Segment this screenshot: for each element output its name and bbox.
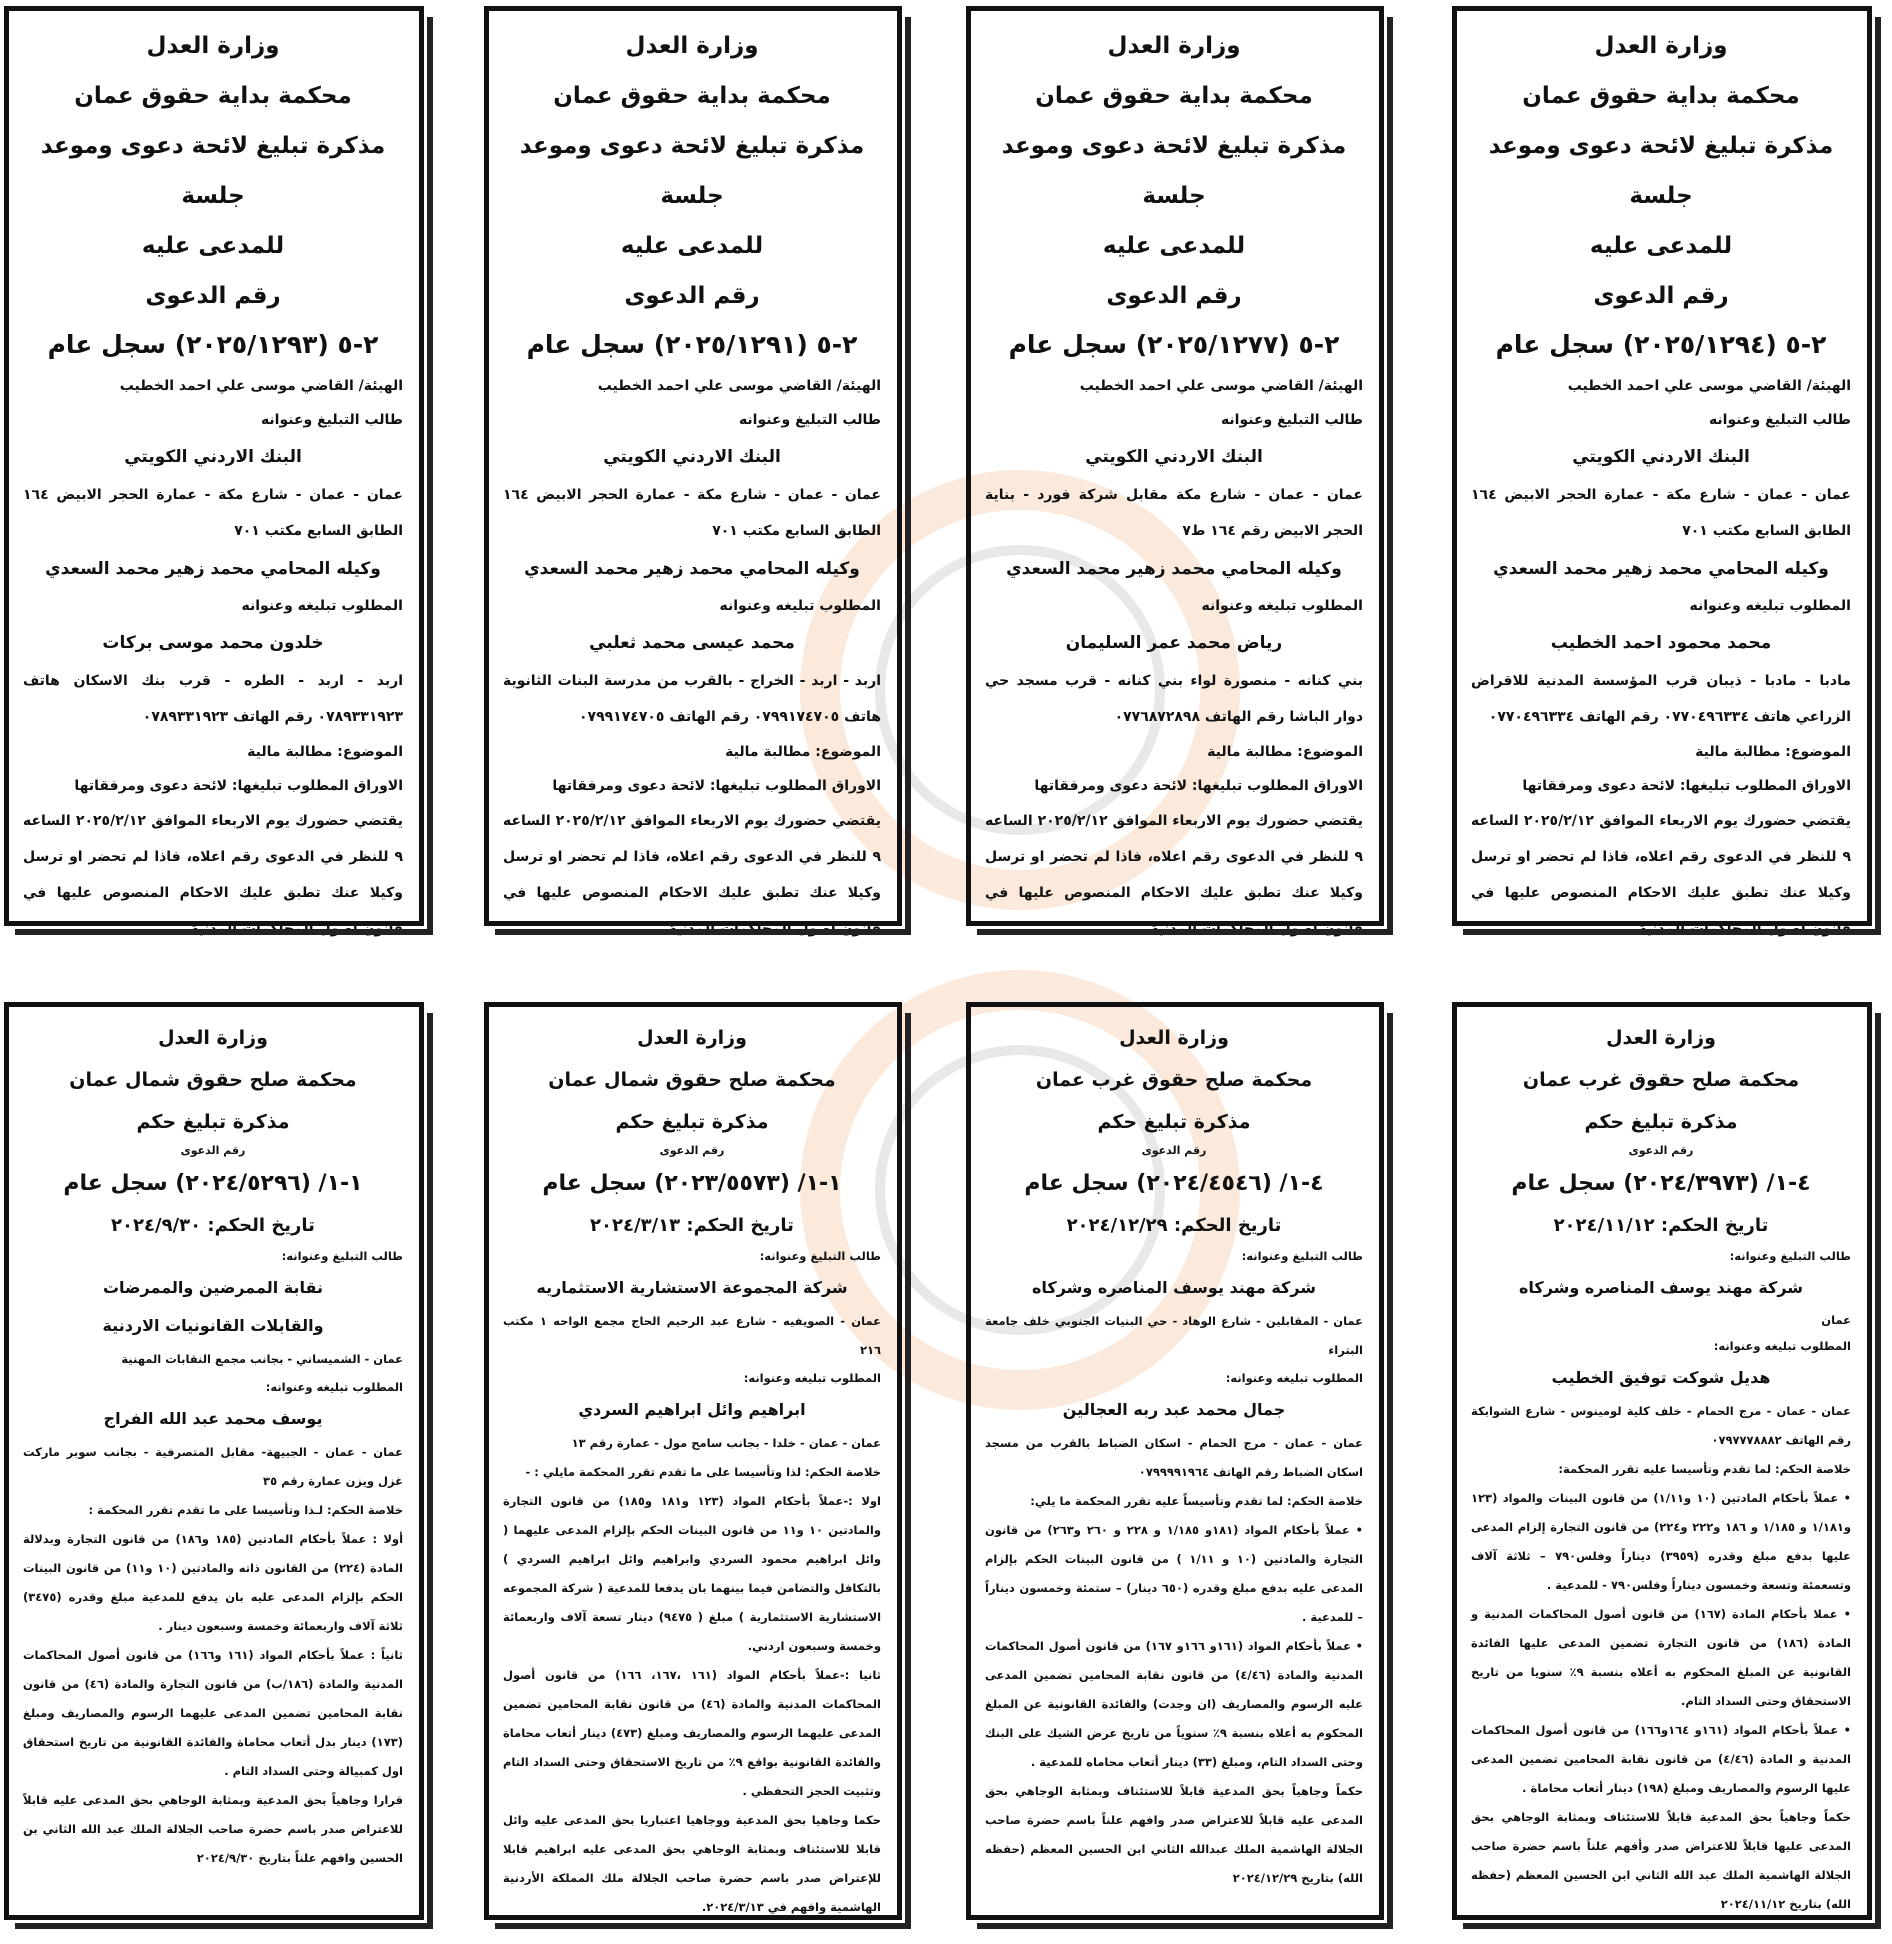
notice-paragraph: حكماً وجاهياً بحق المدعية قابلاً للاستئناف وبمثابة الوجاهي بحق المدعى عليه قابلاً للاعتراض صدر وافهم علناً باسم حضرة صاحب الجلالة الهاشمية الملك عبدالله الثاني ابن الحسين المعظم (حفظه الله) بتاريخ ٢٠٢٤/١٢/٢٩ xyxy=(985,1784,1363,1885)
notice-label: طالب التبليغ وعنوانه xyxy=(1708,412,1851,428)
party-name: وكيله المحامي محمد زهير محمد السعدي xyxy=(1493,559,1829,579)
notice-heading: محكمة صلح حقوق شمال عمان xyxy=(548,1069,836,1091)
notice-paragraph: يقتضي حضورك يوم الاربعاء الموافق ٢٠٢٥/٢/١٢ الساعه ٩ للنظر في الدعوى رقم اعلاه، فاذا لم تحضر او ترسل وكيلا عنك تطبق عليك الاحكام المنصوص عليها في قانون اصول المحاكمات المدنية. xyxy=(985,813,1363,937)
notice-label: طالب التبليغ وعنوانه xyxy=(738,412,881,428)
party-name: البنك الاردني الكويتي xyxy=(603,447,781,467)
notice-paragraph: عمان - عمان - شارع مكة مقابل شركة فورد - بناية الحجر الابيض رقم ١٦٤ ط٧ xyxy=(985,487,1363,539)
court-notice xyxy=(4,1002,424,1920)
party-name: وكيله المحامي محمد زهير محمد السعدي xyxy=(1006,559,1342,579)
notice-heading: وزارة العدل xyxy=(637,1027,747,1049)
notice-paragraph: ثانيا :-عملاً بأحكام المواد (١٦١ ،١٦٧، ١٦٦) من قانون أصول المحاكمات المدنية والمادة (٤٦) من قانون نقابة المحامين تضمين المدعى عليهما الرسوم والمصاريف ومبلغ (٤٧٣) دينار أتعاب محاماة والفائدة القانونية بواقع ٩٪ من تاريخ الاستحقاق وحتى السداد التام وتثبيت الحجز التحفظي . xyxy=(503,1668,881,1798)
notice-paragraph: • عملاً بأحكام المواد (١٦١و ١٦٦و ١٦٧) من قانون أصول المحاكمات المدنية والمادة (٤/٤٦) من قانون نقابة المحامين تضمين المدعى عليه الرسوم والمصاريف (ان وجدت) والفائدة القانونية عن المبلغ المحكوم به أعلاه بنسبة ٩٪ سنوياً من تاريخ عرض الشيك على البنك وحتى السداد التام، ومبلغ (٣٣) دينار أتعاب محاماه للمدعية . xyxy=(985,1639,1363,1769)
party-name: وكيله المحامي محمد زهير محمد السعدي xyxy=(45,559,381,579)
notice-label: عمان xyxy=(1821,1313,1851,1327)
notice-heading: للمدعى عليه xyxy=(620,233,764,259)
notice-heading: للمدعى عليه xyxy=(1589,233,1733,259)
notice-paragraph: عمان - عمان - شارع مكة - عمارة الحجر الابيض ١٦٤ الطابق السابع مكتب ٧٠١ xyxy=(1471,487,1851,539)
judgment-date: تاريخ الحكم: ٢٠٢٤/٣/١٣ xyxy=(590,1215,794,1236)
party-name: البنك الاردني الكويتي xyxy=(1572,447,1750,467)
court-notice xyxy=(484,1002,902,1920)
party-name: خلدون محمد موسى بركات xyxy=(102,633,324,653)
notice-heading: محكمة بداية حقوق عمان xyxy=(74,83,352,109)
case-number: ٤-١/ (٢٠٢٤/٤٥٤٦) سجل عام xyxy=(1024,1171,1324,1196)
notice-label: الاوراق المطلوب تبليغها: لائحة دعوى ومرفقاتها xyxy=(552,778,881,794)
notice-heading: مذكرة تبليغ حكم xyxy=(615,1111,769,1133)
party-name: شركة مهند يوسف المناصره وشركاه xyxy=(1031,1278,1317,1297)
case-number: ٢-٥ (٢٠٢٥/١٢٩١) سجل عام xyxy=(526,330,858,359)
notice-heading: رقم الدعوى xyxy=(1106,283,1242,309)
party-name: شركة مهند يوسف المناصره وشركاه xyxy=(1518,1278,1804,1297)
notice-paragraph: حكما وجاهيا بحق المدعية ووجاهيا اعتباريا بحق المدعى عليه وائل قابلا للاستئناف وبمثابة الوجاهي بحق المدعى عليه ابراهيم قابلا للإعتراض صدر باسم حضرة صاحب الجلالة ملك المملكة الأردنية الهاشمية وافهم في ٢٠٢٤/٣/١٣. xyxy=(503,1813,881,1914)
case-number: ١-١/ (٢٠٢٣/٥٥٧٣) سجل عام xyxy=(542,1171,842,1196)
notice-heading: رقم الدعوى xyxy=(1593,283,1729,309)
notice-heading: محكمة بداية حقوق عمان xyxy=(1035,83,1313,109)
notice-label: المطلوب تبليغه وعنوانه: xyxy=(1225,1371,1363,1385)
notice-label: المطلوب تبليغه وعنوانه xyxy=(1201,598,1363,614)
court-notice xyxy=(1452,6,1872,937)
notice-label: الموضوع: مطالبة مالية xyxy=(247,744,403,760)
notice-label: المطلوب تبليغه وعنوانه xyxy=(719,598,881,614)
court-notice xyxy=(484,6,902,937)
notice-label: الاوراق المطلوب تبليغها: لائحة دعوى ومرفقاتها xyxy=(1522,778,1851,794)
notice-heading: محكمة صلح حقوق شمال عمان xyxy=(69,1069,357,1091)
party-name: نقابة الممرضين والممرضات xyxy=(102,1278,324,1297)
notice-heading: رقم الدعوى xyxy=(145,283,281,309)
judgment-date: تاريخ الحكم: ٢٠٢٤/٩/٣٠ xyxy=(111,1215,315,1236)
notice-label: طالب التبليغ وعنوانه xyxy=(260,412,403,428)
notice-paragraph: خلاصة الحكم: لـذا وتأسيسا على ما تقدم تقرر المحكمة : xyxy=(88,1503,403,1517)
party-name: يوسف محمد عبد الله الفراج xyxy=(103,1409,323,1428)
party-name: وكيله المحامي محمد زهير محمد السعدي xyxy=(524,559,860,579)
notice-heading: وزارة العدل xyxy=(1606,1027,1716,1049)
case-number-label: رقم الدعوى xyxy=(659,1144,725,1157)
court-notice xyxy=(4,6,424,937)
notice-paragraph: خلاصة الحكم: لما تقدم وتأسيساً عليه تقرر المحكمة ما يلي: xyxy=(1030,1494,1363,1508)
party-name: محمد محمود احمد الخطيب xyxy=(1550,633,1772,653)
notice-heading: وزارة العدل xyxy=(1594,33,1728,59)
party-name: شركة المجموعة الاستشارية الاستثماريه xyxy=(536,1278,848,1297)
notice-paragraph: قرارا وجاهياً بحق المدعية وبمثابة الوجاهي بحق المدعى عليه قابلاً للاعتراض صدر باسم حضرة صاحب الجلالة الملك عبد الله الثاني بن الحسين وافهم علناً بتاريخ ٢٠٢٤/٩/٣٠ xyxy=(23,1793,403,1865)
notice-paragraph: • عملاً بأحكام المواد (١٨١و ١/١٨٥ و ٢٢٨ و ٢٦٠ و٢٦٣) من قانون التجارة والمادتين (١٠ و ١/١١ ) من قانون البينات الحكم بإلزام المدعى عليه بدفع مبلغ وقدره (٦٥٠ دينار) – ستمئة وخمسون ديناراً – للمدعية . xyxy=(985,1523,1364,1624)
notice-label: الهيئة/ القاضي موسى علي احمد الخطيب xyxy=(1079,378,1363,394)
case-number: ٢-٥ (٢٠٢٥/١٢٩٤) سجل عام xyxy=(1495,330,1827,359)
party-name: البنك الاردني الكويتي xyxy=(124,447,302,467)
notice-paragraph: عمان - الشميساني - بجانب مجمع النقابات المهنية xyxy=(121,1352,403,1366)
notice-heading: رقم الدعوى xyxy=(624,283,760,309)
notice-label: الموضوع: مطالبة مالية xyxy=(1207,744,1363,760)
notice-paragraph: أولا : عملاً بأحكام المادتين (١٨٥ و١٨٦) من قانون التجارة وبدلالة المادة (٢٢٤) من القانون ذاته والمادتين (١٠ و١١) من قانون البينات الحكم بإلزام المدعى عليه بان يدفع للمدعية مبلغ وقدره (٣٤٧٥) ثلاثة آلاف واربعمائة وخمسة وسبعون دينار . xyxy=(23,1532,404,1633)
notice-label: المطلوب تبليغه وعنوانه: xyxy=(265,1380,403,1394)
notice-label: المطلوب تبليغه وعنوانه xyxy=(241,598,403,614)
notice-paragraph: يقتضي حضورك يوم الاربعاء الموافق ٢٠٢٥/٢/١٢ الساعه ٩ للنظر في الدعوى رقم اعلاه، فاذا لم تحضر او ترسل وكيلا عنك تطبق عليك الاحكام المنصوص عليها في قانون اصول المحاكمات المدنية. xyxy=(23,813,403,937)
notice-paragraph: خلاصة الحكم: لما تقدم وتأسيسا عليه تقرر المحكمة: xyxy=(1558,1462,1851,1476)
notice-heading: للمدعى عليه xyxy=(141,233,285,259)
party-name: محمد عيسى محمد ثعلبي xyxy=(589,633,795,653)
case-number: ٤-١/ (٢٠٢٤/٣٩٧٣) سجل عام xyxy=(1511,1171,1811,1196)
notice-paragraph: اربد - اربد - الطره - قرب بنك الاسكان هاتف ٠٧٨٩٣٣١٩٢٣ رقم الهاتف ٠٧٨٩٣٣١٩٢٣ xyxy=(23,673,403,725)
notice-paragraph: ثانياً : عملاً بأحكام المواد (١٦١ و١٦٦) من قانون أصول المحاكمات المدنية والمادة (١٨٦/ب) من قانون التجارة والمادة (٤٦) من قانون نقابة المحامين تضمين المدعى عليهما الرسوم والمصاريف ومبلغ (١٧٣) دينار بدل أتعاب محاماة والفائدة القانونية من تاريخ استحقاق اول كمبيالة وحتى السداد التام . xyxy=(23,1648,403,1778)
party-name: البنك الاردني الكويتي xyxy=(1085,447,1263,467)
notice-label: طالب التبليغ وعنوانه: xyxy=(281,1249,403,1263)
notice-paragraph: اولا :-عملاً بأحكام المواد (١٢٣ و١٨١ و١٨٥) من قانون التجارة والمادتين ١٠ و١١ من قانون البينات الحكم بإلزام المدعى عليهما ( وائل ابراهيم محمود السردي وابراهيم وائل ابراهيم السردي ) بالتكافل والتضامن فيما بينهما بان يدفعا للمدعية ( شركة المجموعه الاستشارية الاستثمارية ) مبلغ ( ٩٤٧٥) دينار تسعة آلاف واربعمائة وخمسة وسبعون اردني. xyxy=(503,1494,882,1653)
case-number: ٢-٥ (٢٠٢٥/١٢٩٣) سجل عام xyxy=(47,330,379,359)
notice-label: الاوراق المطلوب تبليغها: لائحة دعوى ومرفقاتها xyxy=(74,778,403,794)
court-notice xyxy=(966,6,1384,937)
notice-paragraph: يقتضي حضورك يوم الاربعاء الموافق ٢٠٢٥/٢/١٢ الساعه ٩ للنظر في الدعوى رقم اعلاه، فاذا لم تحضر او ترسل وكيلا عنك تطبق عليك الاحكام المنصوص عليها في قانون اصول المحاكمات المدنية. xyxy=(1471,813,1851,937)
judgment-date: تاريخ الحكم: ٢٠٢٤/١٢/٢٩ xyxy=(1066,1215,1282,1236)
notice-label: الموضوع: مطالبة مالية xyxy=(1695,744,1851,760)
notice-paragraph: عمان - الصويفيه - شارع عبد الرحيم الحاج مجمع الواحه ١ مكتب ٢١٦ xyxy=(503,1314,881,1357)
notice-paragraph: عمان - عمان - مرج الحمام - خلف كلية لومينوس - شارع الشوابكة رقم الهاتف ٠٧٩٧٧٧٨٨٨٢ xyxy=(1471,1404,1851,1447)
case-number-label: رقم الدعوى xyxy=(180,1144,246,1157)
notice-paragraph: عمان - عمان - مرج الحمام - اسكان الضباط بالقرب من مسجد اسكان الضباط رقم الهاتف ٠٧٩٩٩٩١٩٦٤ xyxy=(985,1436,1363,1479)
notice-heading: محكمة صلح حقوق غرب عمان xyxy=(1522,1069,1800,1091)
party-name: هديل شوكت توفيق الخطيب xyxy=(1551,1368,1771,1387)
notice-label: الهيئة/ القاضي موسى علي احمد الخطيب xyxy=(1567,378,1851,394)
notice-paragraph: عمان - عمان - شارع مكة - عمارة الحجر الابيض ١٦٤ الطابق السابع مكتب ٧٠١ xyxy=(503,487,881,539)
notice-paragraph: عمان - عمان - شارع مكة - عمارة الحجر الابيض ١٦٤ الطابق السابع مكتب ٧٠١ xyxy=(23,487,403,539)
notice-label: طالب التبليغ وعنوانه: xyxy=(1241,1249,1363,1263)
notice-heading: مذكرة تبليغ حكم xyxy=(1584,1111,1738,1133)
party-name: جمال محمد عبد ربه العجالين xyxy=(1062,1400,1286,1419)
notice-paragraph: عمان - عمان - الجبيهة- مقابل المتصرفية - بجانب سوبر ماركت غزل ويزن عمارة رقم ٣٥ xyxy=(23,1445,403,1488)
notice-label: المطلوب تبليغه وعنوانه xyxy=(1689,598,1851,614)
notice-label: الاوراق المطلوب تبليغها: لائحة دعوى ومرفقاتها xyxy=(1034,778,1363,794)
notice-paragraph: يقتضي حضورك يوم الاربعاء الموافق ٢٠٢٥/٢/١٢ الساعه ٩ للنظر في الدعوى رقم اعلاه، فاذا لم تحضر او ترسل وكيلا عنك تطبق عليك الاحكام المنصوص عليها في قانون اصول المحاكمات المدنية. xyxy=(503,813,881,937)
notice-heading: مذكرة تبليغ لائحة دعوى وموعد جلسة xyxy=(1001,133,1347,209)
notice-label: المطلوب تبليغه وعنوانه: xyxy=(1713,1339,1851,1353)
case-number-label: رقم الدعوى xyxy=(1628,1144,1694,1157)
judgment-date: تاريخ الحكم: ٢٠٢٤/١١/١٢ xyxy=(1553,1215,1769,1236)
notice-label: الهيئة/ القاضي موسى علي احمد الخطيب xyxy=(597,378,881,394)
notice-heading: وزارة العدل xyxy=(625,33,759,59)
notice-paragraph: خلاصة الحكم: لذا وتأسيسا على ما تقدم تقرر المحكمة مايلي : - xyxy=(525,1465,881,1479)
notice-label: الهيئة/ القاضي موسى علي احمد الخطيب xyxy=(119,378,403,394)
notice-label: طالب التبليغ وعنوانه: xyxy=(759,1249,881,1263)
notice-heading: مذكرة تبليغ لائحة دعوى وموعد جلسة xyxy=(1488,133,1834,209)
court-notice xyxy=(1452,1002,1872,1920)
notice-label: طالب التبليغ وعنوانه xyxy=(1220,412,1363,428)
party-name: والقابلات القانونيات الاردنية xyxy=(102,1316,324,1335)
notice-heading: للمدعى عليه xyxy=(1102,233,1246,259)
notice-heading: وزارة العدل xyxy=(1107,33,1241,59)
case-number: ١-١/ (٢٠٢٤/٥٢٩٦) سجل عام xyxy=(63,1171,363,1196)
notice-paragraph: عمان - المقابلين - شارع الوهاد - حي البنيات الجنوبي خلف جامعة البتراء xyxy=(985,1314,1363,1357)
notice-heading: وزارة العدل xyxy=(1119,1027,1229,1049)
notice-heading: وزارة العدل xyxy=(158,1027,268,1049)
notice-paragraph: اربد - اربد - الخراج - بالقرب من مدرسة البنات الثانوية هاتف ٠٧٩٩١٧٤٧٠٥ رقم الهاتف ٠٧٩٩١٧٤٧٠٥ xyxy=(503,673,881,725)
notice-paragraph: عمان - عمان - خلدا - بجانب سامح مول - عمارة رقم ١٣ xyxy=(571,1436,881,1450)
notice-heading: محكمة صلح حقوق غرب عمان xyxy=(1035,1069,1313,1091)
notice-heading: مذكرة تبليغ لائحة دعوى وموعد جلسة xyxy=(519,133,865,209)
notice-paragraph: مادبا - مادبا - ذيبان قرب المؤسسة المدنية للاقراض الزراعي هاتف ٠٧٧٠٤٩٦٣٣٤ رقم الهاتف ٠٧٧٠٤٩٦٣٣٤ xyxy=(1471,673,1851,725)
notice-paragraph: حكماً وجاهياً بحق المدعية قابلاً للاستئناف وبمثابة الوجاهي بحق المدعى عليها قابلاً للاعتراض صدر وأفهم علناً باسم حضرة صاحب الجلالة الهاشمية الملك عبد الله الثاني ابن الحسين المعظم (حفظه الله) بتاريخ ٢٠٢٤/١١/١٢ xyxy=(1471,1810,1851,1911)
notice-label: طالب التبليغ وعنوانه: xyxy=(1729,1249,1851,1263)
case-number: ٢-٥ (٢٠٢٥/١٢٧٧) سجل عام xyxy=(1008,330,1340,359)
notice-paragraph: بني كنانه - منصورة لواء بني كنانه - قرب مسجد حي دوار الباشا رقم الهاتف ٠٧٧٦٨٧٢٨٩٨ xyxy=(985,673,1363,725)
party-name: رياض محمد عمر السليمان xyxy=(1065,633,1283,653)
notice-paragraph: • عملا بأحكام المادة (١٦٧) من قانون أصول المحاكمات المدنية و المادة (١٨٦) من قانون التجارة تضمين المدعى عليها الفائدة القانونية عن المبلغ المحكوم به أعلاه بنسبة ٩٪ سنويا من تاريخ الاستحقاق وحتى السداد التام. xyxy=(1471,1607,1851,1708)
notice-heading: مذكرة تبليغ لائحة دعوى وموعد جلسة xyxy=(40,133,386,209)
court-notice xyxy=(966,1002,1384,1920)
notice-heading: مذكرة تبليغ حكم xyxy=(1097,1111,1251,1133)
notice-heading: مذكرة تبليغ حكم xyxy=(136,1111,290,1133)
case-number-label: رقم الدعوى xyxy=(1141,1144,1207,1157)
notice-label: الموضوع: مطالبة مالية xyxy=(725,744,881,760)
notice-paragraph: • عملاً بأحكام المادتين (١٠ و١/١١) من قانون البينات والمواد (١٢٣ و١/١٨١ و ١/١٨٥ و ١٨٦ و٢٢٢ و٢٢٤) من قانون التجارة إلزام المدعى عليها بدفع مبلغ وقدره (٣٩٥٩) ديناراً وفلس٧٩٠ – ثلاثة آلاف وتسعمئة وتسعة وخمسون ديناراً وفلس٧٩٠ - للمدعية . xyxy=(1471,1491,1852,1592)
notice-heading: محكمة بداية حقوق عمان xyxy=(553,83,831,109)
party-name: ابراهيم وائل ابراهيم السردي xyxy=(578,1400,806,1419)
notice-paragraph: • عملاً بأحكام المواد (١٦١و ١٦٤و١٦٦) من قانون أصول المحاكمات المدنية و المادة (٤/٤٦) من قانون نقابة المحامين تضمين المدعى عليها الرسوم والمصاريف ومبلغ (١٩٨) دينار أتعاب محاماة . xyxy=(1471,1723,1852,1795)
notice-label: المطلوب تبليغه وعنوانه: xyxy=(743,1371,881,1385)
notice-heading: محكمة بداية حقوق عمان xyxy=(1522,83,1800,109)
notice-heading: وزارة العدل xyxy=(146,33,280,59)
